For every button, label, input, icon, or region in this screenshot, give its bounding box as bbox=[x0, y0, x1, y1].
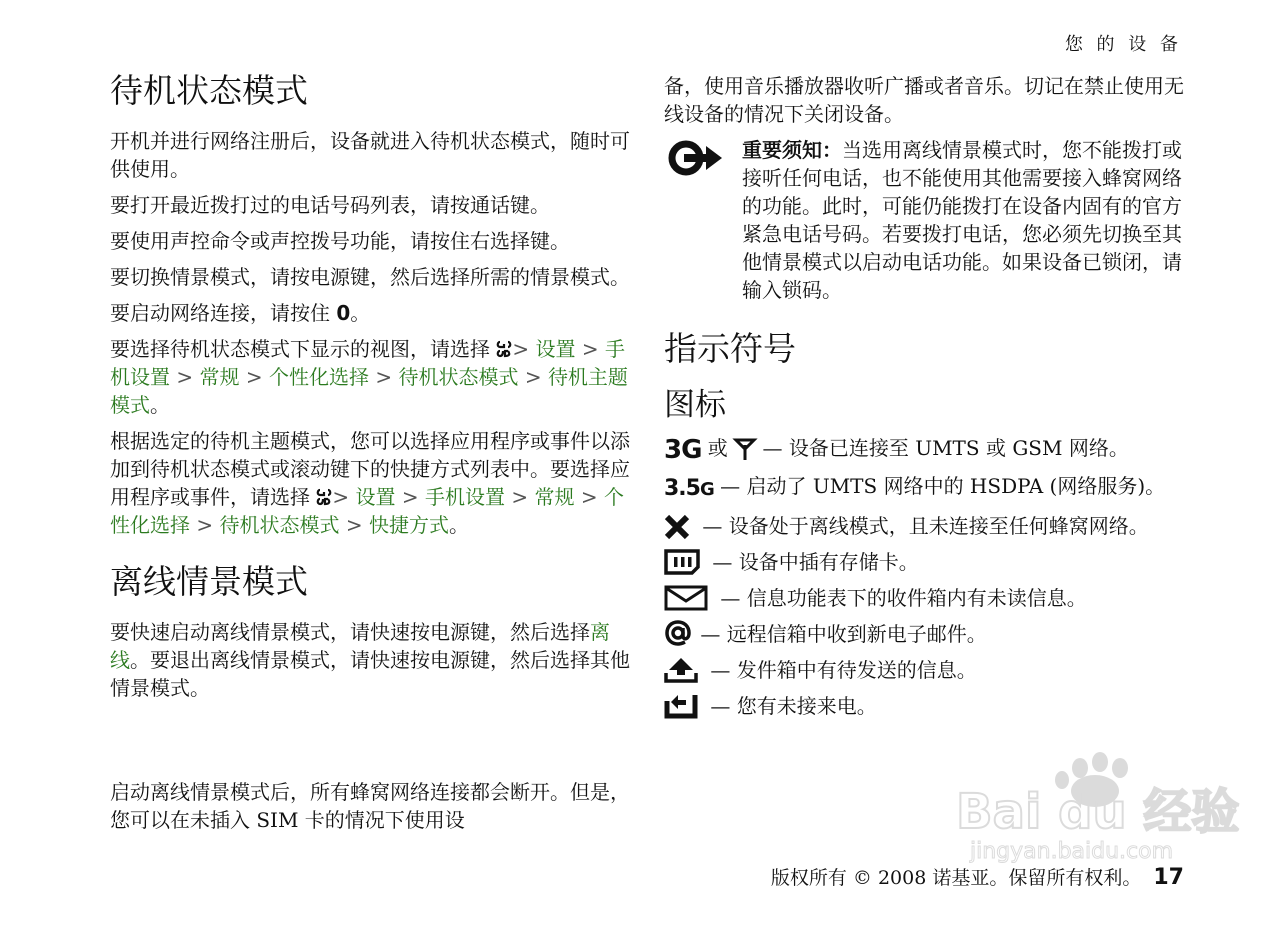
path-sep: > bbox=[512, 336, 530, 361]
key-zero: 0 bbox=[336, 300, 351, 325]
standby-paragraph-6 bbox=[110, 335, 630, 419]
note-body: 当选用离线情景模式时，您不能拨打或接听任何电话，也不能使用其他需要接入蜂窝网络的功能。此时，可能仍能拨打在设备内固有的官方紧急电话号码。若要拨打电话，您必须先切换至其他情景模式以启动电话功能。如果设备已锁闭，请输入锁码。 bbox=[742, 138, 1182, 302]
path-sep: > bbox=[401, 484, 419, 509]
offline-paragraph-1 bbox=[110, 618, 630, 702]
indicator-3g bbox=[664, 433, 1194, 465]
baidu-watermark bbox=[950, 746, 1240, 866]
path-sep: > bbox=[375, 364, 393, 389]
p7-text: 根据选定的待机主题模式，您可以选择应用程序或事件以添加到待机状态模式或滚动键下的快捷方式列表中。要选择应用程序或事件，请选择 bbox=[110, 428, 630, 509]
important-note-text bbox=[742, 136, 1194, 304]
memory-card-icon bbox=[664, 549, 700, 575]
note-label: 重要须知： bbox=[742, 138, 842, 162]
indicator-outbox-text: — 发件箱中有待发送的信息。 bbox=[704, 658, 977, 683]
offline-p1-b: 。要退出离线情景模式，请快速按电源键，然后选择其他情景模式。 bbox=[110, 647, 630, 700]
p6-end: 。 bbox=[150, 392, 170, 417]
hsdpa-label-g: G bbox=[699, 479, 714, 501]
standby-paragraph-4: 要切换情景模式，请按电源键，然后选择所需的情景模式。 bbox=[110, 264, 630, 289]
offline-paragraph-2-part-1: 启动离线情景模式后，所有蜂窝网络连接都会断开。但是，您可以在未插入 SIM 卡的情况下使用设 bbox=[110, 780, 630, 832]
indicator-hsdpa bbox=[664, 471, 1194, 505]
menu-path-personalization: 个性化选择 bbox=[110, 484, 624, 537]
indicator-hsdpa-text: — 启动了 UMTS 网络中的 HSDPA (网络服务)。 bbox=[713, 474, 1166, 499]
path-sep: > bbox=[511, 484, 529, 509]
indicator-remote-mail bbox=[664, 619, 1194, 649]
standby-paragraph-1: 开机并进行网络注册后，设备就进入待机状态模式，随时可供使用。 bbox=[110, 128, 630, 181]
menu-path-settings: 设置 bbox=[355, 484, 396, 509]
3g-icon: 3G bbox=[664, 435, 702, 466]
indicator-memory-card bbox=[664, 547, 1194, 577]
standby-section-title: 待机状态模式 bbox=[110, 71, 308, 110]
menu-path-standby-theme: 待机主题模式 bbox=[110, 364, 628, 417]
p5-text: 要启动网络连接，请按住 bbox=[110, 300, 337, 325]
p6-text: 要选择待机状态模式下显示的视图，请选择 bbox=[110, 336, 497, 361]
standby-paragraph-3: 要使用声控命令或声控拨号功能，请按住右选择键。 bbox=[110, 228, 570, 253]
indicator-outbox bbox=[664, 655, 1194, 685]
menu-key-icon bbox=[316, 488, 332, 506]
path-sep: > bbox=[345, 512, 363, 537]
offline-x-icon bbox=[664, 515, 690, 539]
menu-path-general: 常规 bbox=[534, 484, 575, 509]
at-icon bbox=[664, 619, 692, 647]
standby-paragraph-2: 要打开最近拨打过的电话号码列表，请按通话键。 bbox=[110, 192, 550, 217]
path-sep: > bbox=[332, 484, 350, 509]
left-column bbox=[110, 70, 630, 710]
menu-path-personalization: 个性化选择 bbox=[268, 364, 369, 389]
watermark-url: jingyan.baidu.com bbox=[970, 839, 1174, 864]
copyright-text: 版权所有 © 2008 诺基亚。保留所有权利。 bbox=[770, 867, 1142, 889]
important-note-icon bbox=[666, 138, 724, 178]
p5-end: 。 bbox=[350, 300, 371, 325]
envelope-icon bbox=[664, 585, 708, 611]
right-column bbox=[664, 72, 1194, 727]
hsdpa-icon bbox=[664, 476, 714, 501]
p7-end: 。 bbox=[448, 512, 469, 537]
indicators-section-title: 指示符号 bbox=[664, 329, 796, 368]
offline-section-title: 离线情景模式 bbox=[110, 561, 308, 601]
outbox-icon bbox=[664, 657, 698, 683]
path-sep: > bbox=[524, 364, 542, 389]
missed-call-icon bbox=[664, 691, 698, 719]
menu-path-phone-settings: 手机设置 bbox=[424, 484, 505, 509]
path-sep: > bbox=[196, 512, 214, 537]
menu-path-standby-mode: 待机状态模式 bbox=[219, 512, 340, 537]
menu-key-icon bbox=[496, 340, 512, 358]
standby-paragraph-5 bbox=[110, 299, 630, 327]
menu-path-settings: 设置 bbox=[535, 336, 576, 361]
menu-path-general: 常规 bbox=[199, 364, 240, 389]
indicator-offline-text: — 设备处于离线模式，且未连接至任何蜂窝网络。 bbox=[696, 514, 1149, 539]
offline-p1-a: 要快速启动离线情景模式，请快速按电源键，然后选择 bbox=[110, 619, 590, 644]
indicator-missed-call-text: — 您有未接来电。 bbox=[704, 694, 877, 719]
indicator-memory-card-text: — 设备中插有存储卡。 bbox=[706, 550, 919, 575]
menu-path-shortcuts: 快捷方式 bbox=[368, 512, 449, 537]
page-footer bbox=[771, 863, 1184, 890]
indicator-missed-call bbox=[664, 691, 1194, 721]
path-sep: > bbox=[581, 336, 599, 361]
or-text: 或 bbox=[701, 436, 735, 461]
indicator-offline bbox=[664, 511, 1194, 541]
standby-paragraph-7 bbox=[110, 427, 630, 539]
gsm-antenna-icon bbox=[734, 437, 756, 461]
menu-option-offline: 离线 bbox=[110, 619, 610, 672]
indicator-remote-mail-text: — 远程信箱中收到新电子邮件。 bbox=[694, 622, 987, 647]
indicator-inbox bbox=[664, 583, 1194, 613]
important-note bbox=[664, 136, 1194, 304]
menu-path-standby-mode: 待机状态模式 bbox=[398, 364, 519, 389]
watermark-logo: Bai du 经验 bbox=[956, 784, 1240, 840]
page-number: 17 bbox=[1153, 865, 1184, 890]
path-sep: > bbox=[580, 484, 598, 509]
offline-paragraph-2-part-2: 备，使用音乐播放器收听广播或者音乐。切记在禁止使用无线设备的情况下关闭设备。 bbox=[664, 74, 1184, 126]
path-sep: > bbox=[245, 364, 263, 389]
path-sep: > bbox=[176, 364, 194, 389]
indicator-3g-text: — 设备已连接至 UMTS 或 GSM 网络。 bbox=[756, 436, 1129, 461]
indicator-inbox-text: — 信息功能表下的收件箱内有未读信息。 bbox=[714, 586, 1087, 611]
icons-subtitle: 图标 bbox=[664, 386, 726, 423]
hsdpa-label: 3.5 bbox=[664, 476, 700, 502]
menu-path-phone-settings: 手机设置 bbox=[110, 336, 625, 389]
running-header: 您 的 设 备 bbox=[1064, 34, 1182, 55]
